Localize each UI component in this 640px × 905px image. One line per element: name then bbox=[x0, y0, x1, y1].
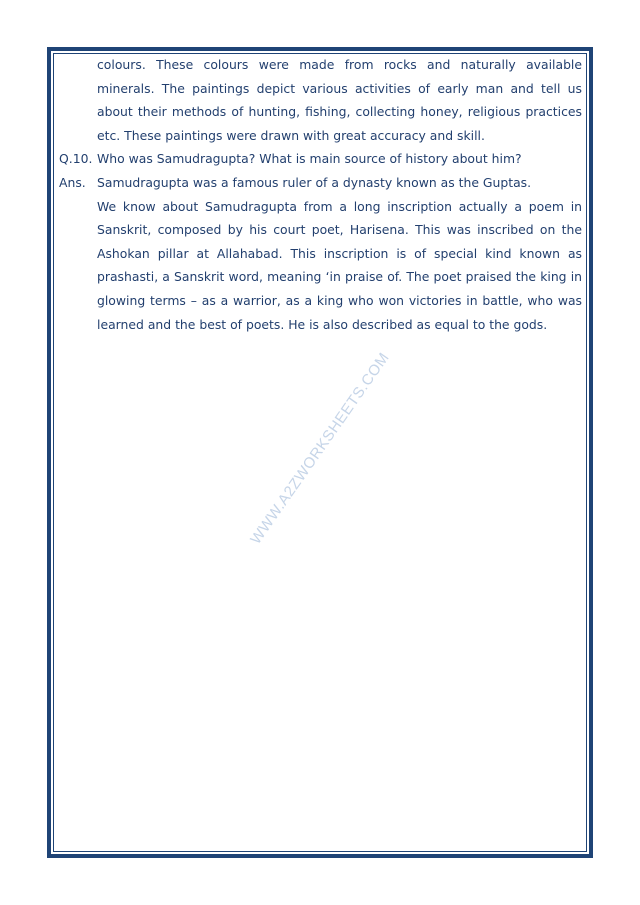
answer-row bbox=[59, 171, 582, 195]
empty-label bbox=[59, 53, 97, 147]
empty-label bbox=[59, 195, 97, 337]
continuation-paragraph: colours. These colours were made from rocks and naturally available minerals. The paintings depict various activities of early man and tell us about their methods of hunting, fishing, collecting honey, religious practices etc. These paintings were drawn with great accuracy and skill. bbox=[97, 57, 582, 143]
question-label: Q.10. bbox=[59, 151, 93, 167]
worksheet-content bbox=[59, 53, 582, 336]
answer-paragraph-row bbox=[59, 195, 582, 337]
question-row bbox=[59, 147, 582, 171]
watermark-text: WWW.A2ZWORKSHEETS.COM bbox=[247, 349, 393, 548]
continuation-row bbox=[59, 53, 582, 147]
question-text: Who was Samudragupta? What is main source of history about him? bbox=[97, 151, 522, 167]
answer-first-line: Samudragupta was a famous ruler of a dynasty known as the Guptas. bbox=[97, 174, 532, 190]
answer-label: Ans. bbox=[59, 174, 86, 190]
answer-paragraph: We know about Samudragupta from a long inscription actually a poem in Sanskrit, composed by his court poet, Harisena. This was inscribed on the Ashokan pillar at Allahabad. This inscription is of special kind known as prashasti, a Sanskrit word, meaning ‘in praise of. The poet praised the king in glowing terms – as a warrior, as a king who won victories in battle, who was learned and the best of poets. He is also described as equal to the gods. bbox=[97, 198, 582, 332]
